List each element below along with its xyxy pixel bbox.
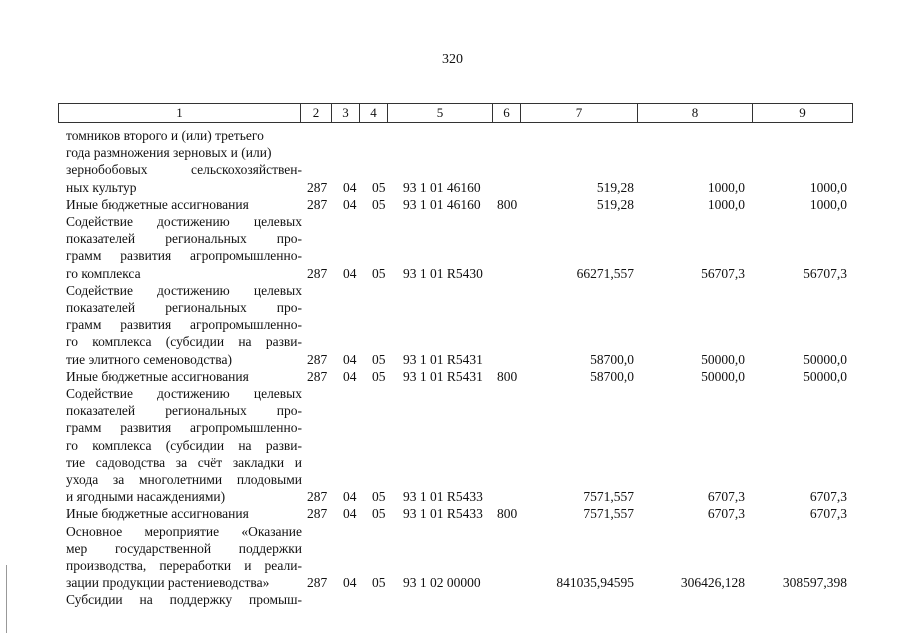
cell-c4: 05 (372, 179, 386, 195)
cell-c7: 66271,557 (576, 265, 634, 281)
header-col-6: 6 (493, 104, 521, 122)
cell-c9: 6707,3 (809, 489, 847, 505)
table-row (0, 385, 905, 402)
cell-c2: 287 (307, 179, 328, 195)
cell-c1: мер государственной поддержки (66, 540, 302, 556)
cell-c5: 93 1 02 00000 (403, 575, 481, 591)
table-row (0, 454, 905, 471)
cell-c3: 04 (343, 575, 357, 591)
cell-c2: 287 (307, 506, 328, 522)
cell-c1: грамм развития агропромышленно- (66, 420, 302, 436)
table-row (0, 247, 905, 264)
cell-c1: года размножения зерновых и (или) (66, 145, 272, 161)
table-row (0, 557, 905, 574)
cell-c8: 6707,3 (707, 506, 745, 522)
cell-c6: 800 (497, 196, 518, 212)
cell-c8: 50000,0 (701, 351, 745, 367)
cell-c1: го комплекса (субсидии на разви- (66, 437, 302, 453)
cell-c8: 50000,0 (701, 368, 745, 384)
cell-c1: грамм развития агропромышленно- (66, 317, 302, 333)
table-row (0, 230, 905, 247)
cell-c7: 519,28 (596, 179, 634, 195)
table-row (0, 591, 905, 608)
cell-c3: 04 (343, 368, 357, 384)
cell-c9: 50000,0 (803, 368, 847, 384)
cell-c2: 287 (307, 368, 328, 384)
cell-c3: 04 (343, 489, 357, 505)
cell-c1: го комплекса (субсидии на разви- (66, 334, 302, 350)
cell-c6: 800 (497, 368, 518, 384)
cell-c1: ных культур (66, 179, 137, 195)
cell-c1: Содействие достижению целевых (66, 214, 302, 229)
cell-c9: 308597,398 (782, 575, 847, 591)
cell-c1: и ягодными насаждениями) (66, 489, 226, 505)
table-row (0, 161, 905, 178)
table-row (0, 196, 905, 213)
cell-c1: показателей региональных про- (66, 403, 302, 419)
header-col-1: 1 (59, 104, 301, 122)
table-row (0, 540, 905, 557)
cell-c3: 04 (343, 196, 357, 212)
cell-c5: 93 1 01 46160 (403, 179, 481, 195)
cell-c8: 306426,128 (680, 575, 745, 591)
cell-c2: 287 (307, 196, 328, 212)
cell-c7: 519,28 (596, 196, 634, 212)
cell-c1: го комплекса (66, 265, 141, 281)
cell-c2: 287 (307, 351, 328, 367)
cell-c1: тие садоводства за счёт закладки и (66, 454, 302, 470)
cell-c2: 287 (307, 265, 328, 281)
page-number: 320 (442, 52, 463, 67)
cell-c1: зации продукции растениеводства» (66, 575, 270, 591)
table-row (0, 574, 905, 591)
table-row (0, 333, 905, 350)
cell-c4: 05 (372, 368, 386, 384)
cell-c2: 287 (307, 575, 328, 591)
table-row (0, 282, 905, 299)
cell-c4: 05 (372, 265, 386, 281)
table-row (0, 316, 905, 333)
header-col-7: 7 (521, 104, 638, 122)
cell-c9: 56707,3 (803, 265, 847, 281)
table-row (0, 144, 905, 161)
cell-c1: Иные бюджетные ассигнования (66, 368, 249, 384)
header-col-5: 5 (388, 104, 493, 122)
table-row (0, 351, 905, 368)
cell-c1: тие элитного семеноводства) (66, 351, 232, 367)
cell-c3: 04 (343, 179, 357, 195)
cell-c9: 1000,0 (809, 196, 847, 212)
cell-c1: Содействие достижению целевых (66, 282, 302, 298)
cell-c1: томников второго и (или) третьего (66, 128, 264, 143)
table-row (0, 488, 905, 505)
cell-c5: 93 1 01 R5433 (403, 489, 483, 505)
table-row (0, 419, 905, 436)
cell-c1: Иные бюджетные ассигнования (66, 506, 249, 522)
cell-c1: показателей региональных про- (66, 300, 302, 315)
header-col-8: 8 (638, 104, 753, 122)
cell-c1: Основное мероприятие «Оказание (66, 523, 302, 539)
cell-c4: 05 (372, 506, 386, 522)
cell-c3: 04 (343, 506, 357, 522)
table-row (0, 368, 905, 385)
table-row (0, 179, 905, 196)
cell-c7: 7571,557 (583, 506, 634, 522)
table-row (0, 265, 905, 282)
cell-c4: 05 (372, 196, 386, 212)
cell-c1: Субсидии на поддержку промыш- (66, 592, 302, 608)
cell-c8: 1000,0 (707, 179, 745, 195)
header-col-9: 9 (799, 105, 806, 120)
cell-c3: 04 (343, 351, 357, 367)
scan-margin-line (6, 565, 7, 633)
table-row (0, 523, 905, 540)
cell-c5: 93 1 01 R5431 (403, 351, 483, 367)
cell-c4: 05 (372, 351, 386, 367)
table-row (0, 213, 905, 230)
table-row (0, 299, 905, 316)
cell-c1: Иные бюджетные ассигнования (66, 196, 249, 212)
table-row (0, 402, 905, 419)
cell-c7: 58700,0 (590, 351, 634, 367)
cell-c5: 93 1 01 46160 (403, 196, 481, 212)
cell-c9: 50000,0 (803, 351, 847, 367)
cell-c3: 04 (343, 265, 357, 281)
header-col-4: 4 (360, 104, 388, 122)
table-row (0, 127, 905, 144)
cell-c8: 6707,3 (707, 489, 745, 505)
table-row (0, 505, 905, 522)
cell-c5: 93 1 01 R5433 (403, 506, 483, 522)
cell-c8: 56707,3 (701, 265, 745, 281)
table-row (0, 471, 905, 488)
cell-c1: производства, переработки и реали- (66, 558, 302, 573)
cell-c5: 93 1 01 R5431 (403, 368, 483, 384)
cell-c9: 6707,3 (809, 506, 847, 522)
cell-c1: ухода за многолетними плодовыми (66, 472, 302, 487)
cell-c5: 93 1 01 R5430 (403, 265, 483, 281)
table-row (0, 437, 905, 454)
cell-c4: 05 (372, 489, 386, 505)
cell-c1: грамм развития агропромышленно- (66, 248, 302, 264)
header-col-3: 3 (332, 104, 360, 122)
cell-c1: показателей региональных про- (66, 231, 302, 247)
cell-c7: 7571,557 (583, 489, 634, 505)
cell-c2: 287 (307, 489, 328, 505)
cell-c7: 58700,0 (590, 368, 634, 384)
cell-c8: 1000,0 (707, 196, 745, 212)
cell-c4: 05 (372, 575, 386, 591)
cell-c6: 800 (497, 506, 518, 522)
cell-c7: 841035,94595 (556, 575, 634, 591)
table-header (58, 103, 853, 123)
header-col-2: 2 (301, 104, 332, 122)
cell-c1: Содействие достижению целевых (66, 386, 302, 401)
cell-c9: 1000,0 (809, 179, 847, 195)
cell-c1: зернобобовых сельскохозяйствен- (66, 162, 302, 178)
